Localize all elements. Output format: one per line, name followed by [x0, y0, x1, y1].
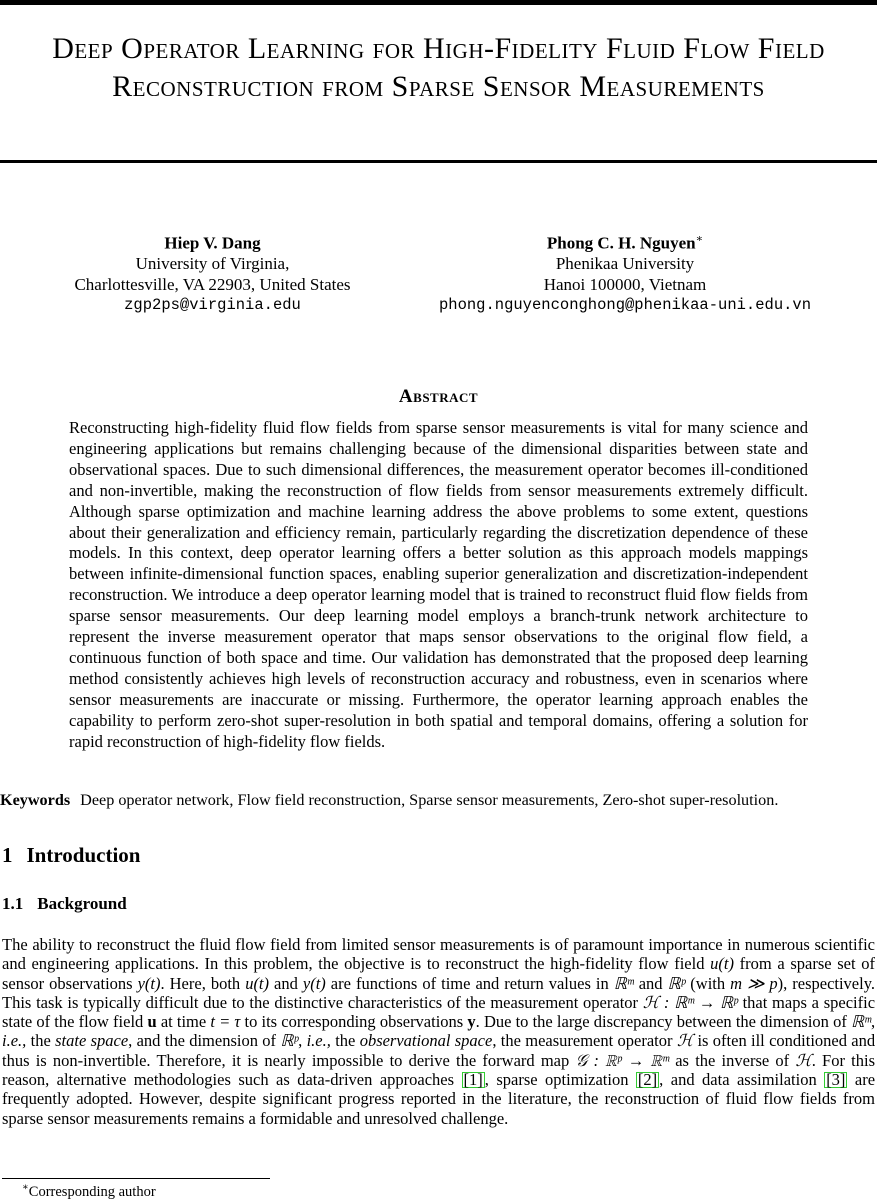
author-email[interactable]: zgp2ps@virginia.edu: [124, 296, 301, 315]
author-affiliation: Phenikaa University: [555, 254, 695, 274]
author-name: Phong C. H. Nguyen: [546, 233, 696, 253]
footnote-marker: ∗: [22, 1182, 29, 1193]
citation-link[interactable]: [3]: [826, 1070, 846, 1090]
subsection-heading: [2, 894, 127, 914]
top-rule: [0, 0, 877, 5]
subsection-title: Background: [37, 894, 127, 913]
footnote-text: Corresponding author: [28, 1183, 156, 1200]
abstract-heading: Abstract: [398, 386, 479, 407]
footnote: [22, 1182, 156, 1201]
section-title: Introduction: [26, 843, 141, 867]
math-forward-map: 𝒢 : ℝᵖ → ℝᵐ: [575, 1050, 670, 1070]
author-block-2: [410, 229, 840, 316]
background-paragraph: The ability to reconstruct the fluid flow field from limited sensor measurements is of paramount importance in numerous scientific and engineering applications. In this problem, the objective is to reconstruct the high-fidelity flow field u(t) from a sparse set of sensor observations y(t). Here, both u(t) and y(t) are functions of time and return values in ℝᵐ and ℝᵖ (with m ≫ p), respectively. This task is typically difficult due to the distinctive characteristics of the measurement operator ℋ : ℝᵐ → ℝᵖ that maps a specific state of the flow field u at time t = τ to its corresponding observations y. Due to the large discrepancy between the dimension of ℝᵐ, i.e., the state space, and the dimension of ℝᵖ, i.e., the observational space, the measurement operator ℋ is often ill conditioned and thus is non-invertible. Therefore, it is nearly impossible to derive the forward map 𝒢 : ℝᵖ → ℝᵐ as the inverse of ℋ. For this reason, alternative methodologies such as data-driven approaches [1] , sparse optimization [2] , and data assimilation [3] are frequently adopted. However, despite significant progress reported in the literature, the reconstruction of fluid flow fields from sparse sensor measurements remains a formidable and unresolved challenge.: [2, 935, 876, 1128]
author-address: Hanoi 100000, Vietnam: [543, 274, 707, 294]
math-y-t: y(t): [137, 973, 161, 993]
keywords: [0, 791, 877, 810]
corresponding-author-marker: ∗: [695, 233, 704, 245]
subsection-number: 1.1: [2, 894, 24, 913]
author-email[interactable]: phong.nguyenconghong@phenikaa-uni.edu.vn: [438, 296, 812, 315]
citation-link[interactable]: [1]: [463, 1070, 483, 1090]
abstract-text: Reconstructing high-fidelity fluid flow fields from sparse sensor measurements is vital for many science and engineering applications but remains challenging because of the dimensional disparities between state and observational spaces. Due to such dimensional differences, the measurement operator becomes ill-conditioned and non-invertible, making the reconstruction of flow fields from sensor measurements extremely difficult. Although sparse optimization and machine learning address the above problems to some extent, questions about their generalization and efficiency remain, particularly regarding the discretization dependence of these models. In this context, deep operator learning offers a better solution as this approach models mappings between infinite-dimensional function spaces, enabling superior generalization and discretization-independent reconstruction. We introduce a deep operator learning model that is trained to reconstruct fluid flow fields from sparse sensor measurements. Our deep learning model employs a branch-trunk network architecture to represent the inverse measurement operator that maps sensor observations to the original flow field, a continuous function of both space and time. Our validation has demonstrated that the proposed deep learning method consistently achieves high levels of reconstruction accuracy and robustness, even in scenarios where sensor measurements are inaccurate or missing. Furthermore, the operator learning approach enables the capability to perform zero-shot super-resolution in both spatial and temporal domains, offering a solution for rapid reconstruction of high-fidelity flow fields.: [69, 418, 808, 751]
paper-title: Deep Operator Learning for High-Fidelity Fluid Flow Field Reconstruction from Sparse Sensor Measurements: [52, 32, 825, 103]
author-address: Charlottesville, VA 22903, United States: [74, 274, 351, 294]
author-block-1: [40, 229, 385, 316]
author-name: Hiep V. Dang: [164, 233, 261, 253]
title-bottom-rule: [0, 160, 877, 163]
math-u-t: u(t): [710, 954, 734, 974]
section-heading: [2, 843, 140, 868]
author-affiliation: University of Virginia,: [135, 254, 290, 274]
keywords-list: Deep operator network, Flow field reconstruction, Sparse sensor measurements, Zero-shot super-resolution.: [80, 791, 779, 809]
keywords-label: Keywords: [0, 791, 71, 809]
math-measurement-operator: ℋ : ℝᵐ → ℝᵖ: [642, 992, 738, 1012]
section-number: 1: [2, 843, 13, 867]
footnote-rule: [2, 1178, 270, 1179]
citation-link[interactable]: [2]: [637, 1070, 658, 1090]
